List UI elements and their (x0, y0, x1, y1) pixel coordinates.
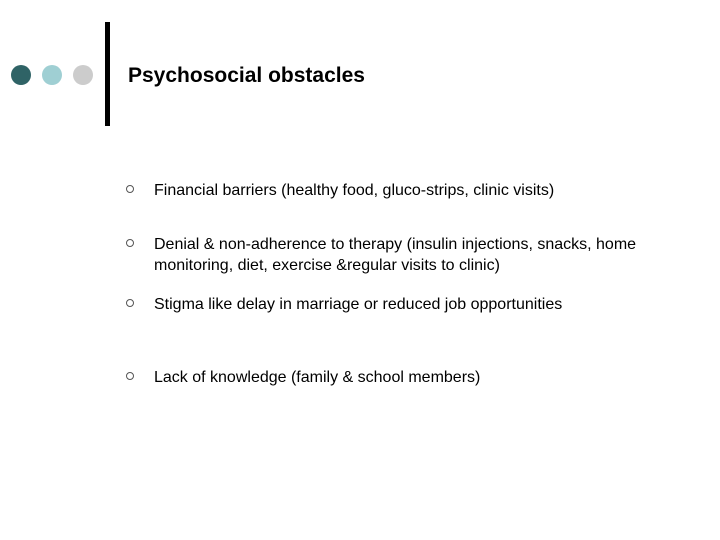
hollow-circle-bullet-icon (126, 239, 134, 247)
bullet-text: Stigma like delay in marriage or reduced job opportunities (154, 296, 563, 313)
hollow-circle-bullet-icon (126, 185, 134, 193)
bullet-text: Financial barriers (healthy food, gluco-strips, clinic visits) (154, 182, 555, 199)
hollow-circle-bullet-icon (126, 299, 134, 307)
hollow-circle-bullet-icon (126, 372, 134, 380)
bullet-text: Lack of knowledge (family & school members) (154, 369, 481, 386)
bullet-text: Denial & non-adherence to therapy (insulin injections, snacks, home monitoring, diet, exercise &regular visits to clinic) (154, 236, 637, 274)
slide-title: Psychosocial obstacles (128, 64, 365, 87)
